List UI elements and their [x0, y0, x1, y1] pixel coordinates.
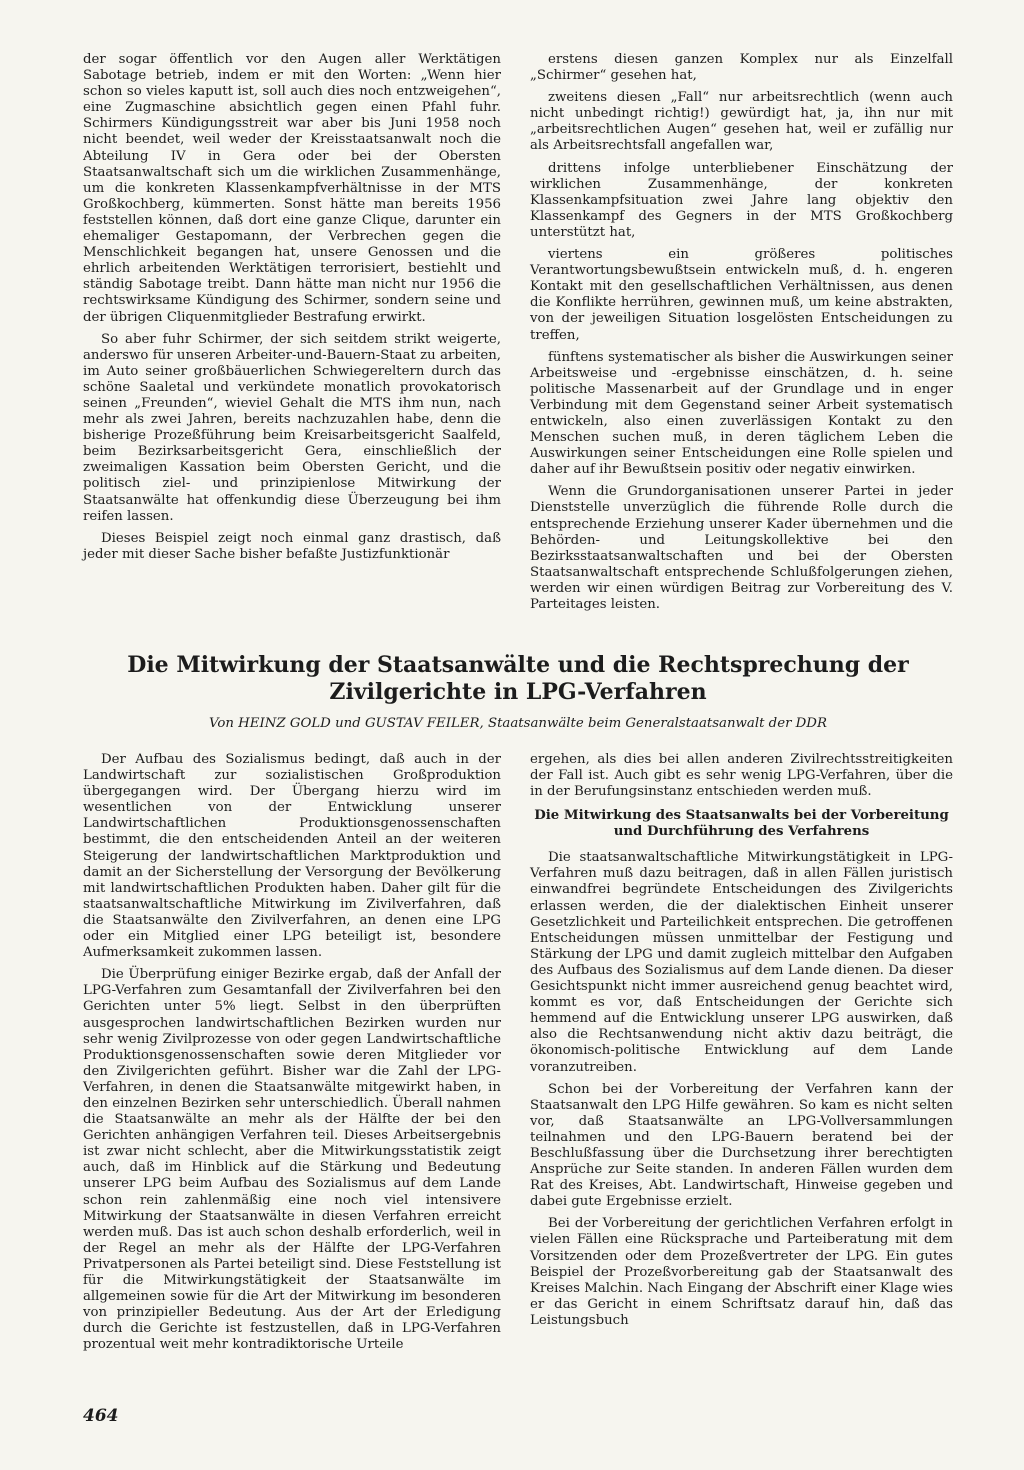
page-number: 464: [83, 1406, 119, 1426]
paragraph: der sogar öffentlich vor den Augen aller Werktätigen Sabotage betrieb, indem er mit den Worten: „Wenn hier schon so vieles kaputt ist, soll auch dies noch entzweigehen“, eine Zugmaschine absichtlich gegen einen Pfahl fuhr. Schirmers Kündigungsstreit war aber bis Juni 1958 noch nicht beendet, weil weder der Kreisstaatsanwalt noch die Abteilung IV in Gera oder bei der Obersten Staatsanwaltschaft sich um die wirklichen Zusammenhänge, um die konkreten Klassenkampfverhältnisse in der MTS Großkochberg, kümmerten. Sonst hätte man bereits 1956 feststellen können, daß dort eine ganze Clique, darunter ein ehemaliger Gestapomann, der Verbrechen gegen die Menschlichkeit begangen hat, unsere Genossen und die ehrlich arbeitenden Werktätigen terrorisiert, bestiehlt und ständig Sabotage treibt. Dann hätte man nicht nur 1956 die rechtswirksame Kündigung des Schirmer, sondern seine und der übrigen Cliquenmitglieder Bestrafung erwirkt.: [83, 52, 501, 325]
list-item: viertens ein größeres politisches Verantwortungsbewußtsein entwickeln muß, d. h. engeren Kontakt mit den gesellschaftlichen Verhältnissen, aus denen die Konflikte herrühren, gewinnen muß, um keine abstrakten, von der jeweiligen Situation losgelösten Entscheidungen zu treffen,: [530, 247, 953, 343]
paragraph: Dieses Beispiel zeigt noch einmal ganz drastisch, daß jeder mit dieser Sache bisher befaßte Justizfunktionär: [83, 530, 501, 562]
paragraph: Schon bei der Vorbereitung der Verfahren kann der Staatsanwalt den LPG Hilfe gewähren. So kam es nicht selten vor, daß Staatsanwälte an LPG-Vollversammlungen teilnahmen und den LPG-Bauern beratend bei der Beschlußfassung über die Durchsetzung ihrer berechtigten Ansprüche zur Seite standen. In anderen Fällen wurden dem Rat des Kreises, Abt. Landwirtschaft, Hinweise gegeben und dabei gute Ergebnisse erzielt.: [530, 1081, 953, 1210]
bottom-right-column: [530, 752, 953, 1335]
paragraph: Bei der Vorbereitung der gerichtlichen Verfahren erfolgt in vielen Fällen eine Rücksprache und Parteiberatung mit dem Vorsitzenden oder dem Prozeßvertreter der LPG. Ein gutes Beispiel der Prozeßvorbereitung gab der Staatsanwalt des Kreises Malchin. Nach Eingang der Abschrift einer Klage wies er das Gericht in einem Schriftsatz darauf hin, daß das Leistungsbuch: [530, 1216, 953, 1328]
bottom-left-column: [83, 752, 501, 1359]
list-item: drittens infolge unterbliebener Einschätzung der wirklichen Zusammenhänge, der konkreten Klassenkampfsituation zwei Jahre lang objektiv den Klassenkampf des Gegners in der MTS Großkochberg unterstützt hat,: [530, 160, 953, 240]
paragraph: Die Überprüfung einiger Bezirke ergab, daß der Anfall der LPG-Verfahren zum Gesamtanfall der Zivilverfahren bei den Gerichten unter 5% liegt. Selbst in den überprüften ausgesprochen landwirtschaftlichen Bezirken wurden nur sehr wenig Zivilprozesse von oder gegen Landwirtschaftliche Produktionsgenossenschaften sowie deren Mitglieder vor den Zivilgerichten geführt. Bisher war die Zahl der LPG-Verfahren, in denen die Staatsanwälte mitgewirkt haben, in den einzelnen Bezirken sehr unterschiedlich. Überall nahmen die Staatsanwälte an mehr als der Hälfte der bei den Gerichten anhängigen Verfahren teil. Dieses Arbeitsergebnis ist zwar nicht schlecht, aber die Mitwirkungsstatistik zeigt auch, daß im Hinblick auf die Stärkung und Bedeutung unserer LPG beim Aufbau des Sozialismus auf dem Lande schon rein zahlenmäßig eine noch viel intensivere Mitwirkung der Staatsanwälte in diesen Verfahren erreicht werden muß. Das ist auch schon deshalb erforderlich, weil in der Regel an mehr als der Hälfte der LPG-Verfahren Privatpersonen als Partei beteiligt sind. Diese Feststellung ist für die Mitwirkungstätigkeit der Staatsanwälte im allgemeinen sowie für die Art der Mitwirkung im besonderen von prinzipieller Bedeutung. Aus der Art der Erledigung durch die Gerichte ist festzustellen, daß in LPG-Verfahren prozentual weit mehr kontradiktorische Urteile: [83, 967, 501, 1353]
top-right-column: [530, 52, 953, 619]
article-byline: Von HEINZ GOLD und GUSTAV FEILER, Staatsanwälte beim Generalstaatsanwalt der DDR: [209, 716, 827, 731]
article-title: Die Mitwirkung der Staatsanwälte und die Rechtsprechung der Zivilgerichte in LPG-Verfahren: [127, 652, 909, 705]
paragraph: So aber fuhr Schirmer, der sich seitdem strikt weigerte, anderswo für unseren Arbeiter-und-Bauern-Staat zu arbeiten, im Auto seiner großbäuerlichen Schwiegereltern durch das schöne Saaletal und verkündete monatlich provokatorisch seinen „Freunden“, wieviel Gehalt die MTS ihm nun, nach mehr als zwei Jahren, bereits nachzuzahlen habe, denn die bisherige Prozeßführung beim Kreisarbeitsgericht Saalfeld, beim Bezirksarbeitsgericht Gera, einschließlich der zweimaligen Kassation beim Obersten Gericht, und die politisch ziel- und prinzipienlose Mitwirkung der Staatsanwälte hat offenkundig diese Überzeugung bei ihm reifen lassen.: [83, 331, 501, 524]
paragraph: ergehen, als dies bei allen anderen Zivilrechtsstreitigkeiten der Fall ist. Auch gibt es sehr wenig LPG-Verfahren, über die in der Berufungsinstanz entschieden werden muß.: [530, 752, 953, 800]
list-item: fünftens systematischer als bisher die Auswirkungen seiner Arbeitsweise und -ergebnisse einschätzen, d. h. seine politische Massenarbeit auf der Grundlage und in enger Verbindung mit dem Gegenstand seiner Arbeit systematisch entwickeln, also einen zuverlässigen Kontakt zu den Menschen suchen muß, in deren täglichem Leben die Auswirkungen seiner Entscheidungen eine Rolle spielen und daher auf ihr Bewußtsein positiv oder negativ einwirken.: [530, 349, 953, 478]
list-item: zweitens diesen „Fall“ nur arbeitsrechtlich (wenn auch nicht unbedingt richtig!) gewürdigt hat, ja, ihn nur mit „arbeitsrechtlichen Augen“ gesehen hat, weil er zufällig nur als Arbeitsrechtsfall angefallen war,: [530, 90, 953, 154]
paragraph: Die staatsanwaltschaftliche Mitwirkungstätigkeit in LPG-Verfahren muß dazu beitragen, daß in allen Fällen juristisch einwandfrei begründete Entscheidungen des Zivilgerichts erlassen werden, die der dialektischen Einheit unserer Gesetzlichkeit und Parteilichkeit entsprechen. Die getroffenen Entscheidungen müssen unmittelbar der Festigung und Stärkung der LPG und damit zugleich mittelbar den Aufgaben des Aufbaus des Sozialismus auf dem Lande dienen. Da dieser Gesichtspunkt nicht immer ausreichend genug beachtet wird, kommt es vor, daß Entscheidungen der Gerichte sich hemmend auf die Entwicklung unserer LPG auswirken, daß also die Rechtsanwendung nicht aktiv dazu beiträgt, die ökonomisch-politische Entwicklung auf dem Lande voranzutreiben.: [530, 850, 953, 1075]
list-item: erstens diesen ganzen Komplex nur als Einzelfall „Schirmer“ gesehen hat,: [530, 52, 953, 84]
paragraph: Der Aufbau des Sozialismus bedingt, daß auch in der Landwirtschaft zur sozialistischen Großproduktion übergegangen wird. Der Übergang hierzu wird im wesentlichen von der Entwicklung unserer Landwirtschaftlichen Produktionsgenossenschaften bestimmt, die den entscheidenden Anteil an der weiteren Steigerung der landwirtschaftlichen Marktproduktion und damit an der Sicherstellung der Versorgung der Bevölkerung mit landwirtschaftlichen Produkten haben. Daher gilt für die staatsanwaltschaftliche Mitwirkung im Zivilverfahren, daß die Staatsanwälte den Zivilverfahren, an denen eine LPG oder ein Mitglied einer LPG beteiligt ist, besondere Aufmerksamkeit zukommen lassen.: [83, 752, 501, 961]
top-left-column: [83, 52, 501, 569]
paragraph: Wenn die Grundorganisationen unserer Partei in jeder Dienststelle unverzüglich die führende Rolle durch die entsprechende Erziehung unserer Kader übernehmen und die Behörden- und Leitungskollektive bei den Bezirksstaatsanwaltschaften und bei der Obersten Staatsanwaltschaft entsprechende Schlußfolgerungen ziehen, werden wir einen würdigen Beitrag zur Vorbereitung des V. Parteitages leisten.: [530, 484, 953, 612]
section-heading: Die Mitwirkung des Staatsanwalts bei der Vorbereitung und Durchführung des Verfahrens: [534, 808, 949, 840]
